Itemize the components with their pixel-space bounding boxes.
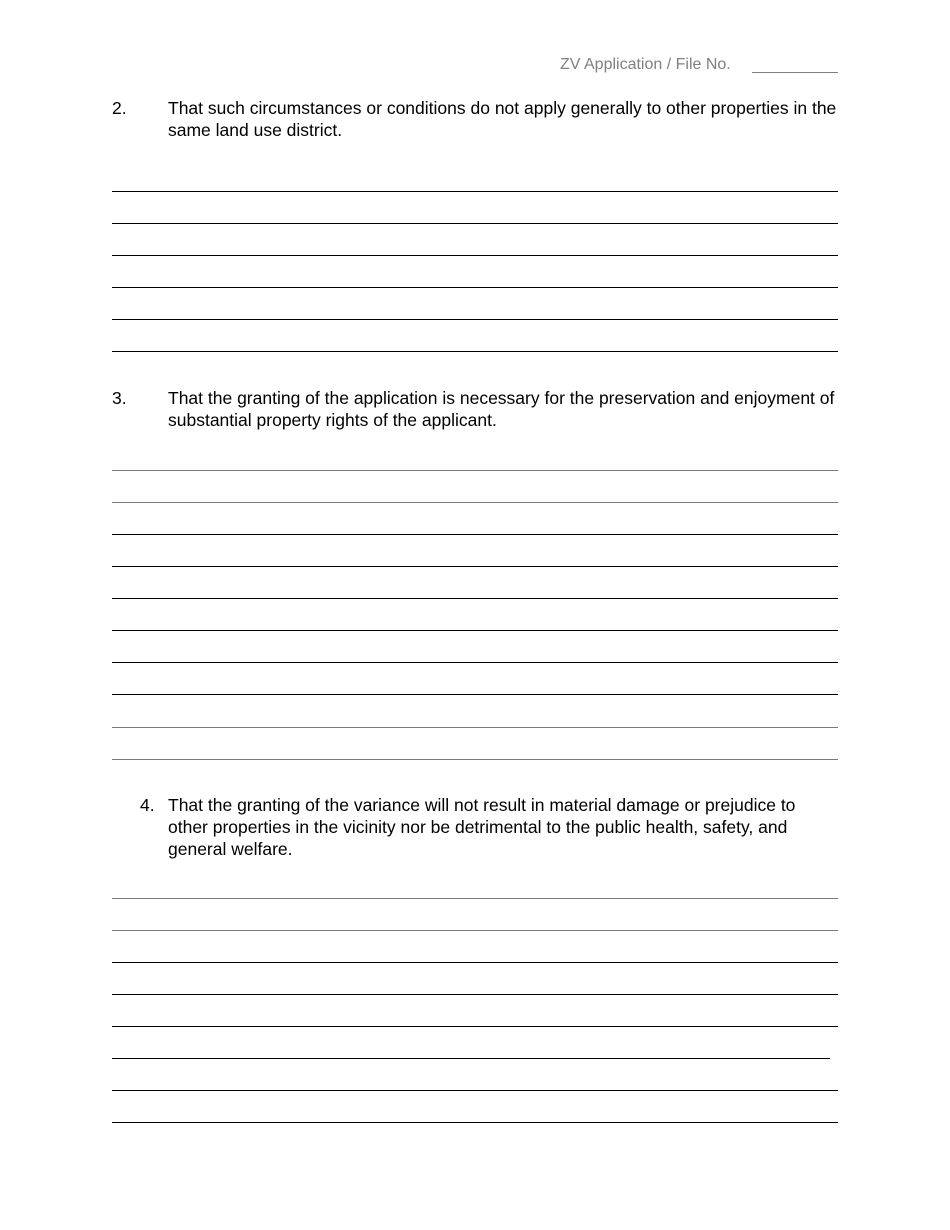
answer-line[interactable] — [112, 319, 838, 320]
answer-line[interactable] — [112, 630, 838, 631]
answer-line[interactable] — [112, 470, 838, 471]
answer-line[interactable] — [112, 930, 838, 931]
answer-line[interactable] — [112, 694, 838, 695]
answer-line[interactable] — [112, 191, 838, 192]
answer-line[interactable] — [112, 994, 838, 995]
answer-line[interactable] — [112, 502, 838, 503]
file-number-label: ZV Application / File No. — [560, 56, 731, 73]
answer-line[interactable] — [112, 1058, 830, 1059]
file-number-header — [560, 56, 840, 78]
answer-line[interactable] — [112, 898, 838, 899]
criterion-2 — [112, 97, 840, 141]
answer-line[interactable] — [112, 759, 838, 760]
file-number-blank[interactable] — [752, 72, 838, 73]
answer-line[interactable] — [112, 566, 838, 567]
answer-line[interactable] — [112, 1122, 838, 1123]
criterion-2-number: 2. — [112, 98, 127, 118]
answer-line[interactable] — [112, 534, 838, 535]
answer-line[interactable] — [112, 727, 838, 728]
criterion-3-number: 3. — [112, 388, 127, 408]
answer-line[interactable] — [112, 662, 838, 663]
answer-line[interactable] — [112, 287, 838, 288]
answer-line[interactable] — [112, 351, 838, 352]
answer-line[interactable] — [112, 1090, 838, 1091]
answer-line[interactable] — [112, 598, 838, 599]
criterion-3-text: That the granting of the application is necessary for the preservation and enjoyment of substantial property rights of the applicant. — [168, 388, 835, 430]
criterion-4 — [112, 794, 840, 860]
criterion-4-number: 4. — [140, 795, 155, 815]
criterion-4-text: That the granting of the variance will not result in material damage or prejudice to other properties in the vicinity nor be detrimental to the public health, safety, and general welfare. — [168, 795, 796, 859]
answer-line[interactable] — [112, 223, 838, 224]
criterion-2-text: That such circumstances or conditions do not apply generally to other properties in the same land use district. — [168, 98, 837, 140]
answer-line[interactable] — [112, 1026, 838, 1027]
criterion-3 — [112, 387, 840, 431]
answer-line[interactable] — [112, 255, 838, 256]
answer-line[interactable] — [112, 962, 838, 963]
